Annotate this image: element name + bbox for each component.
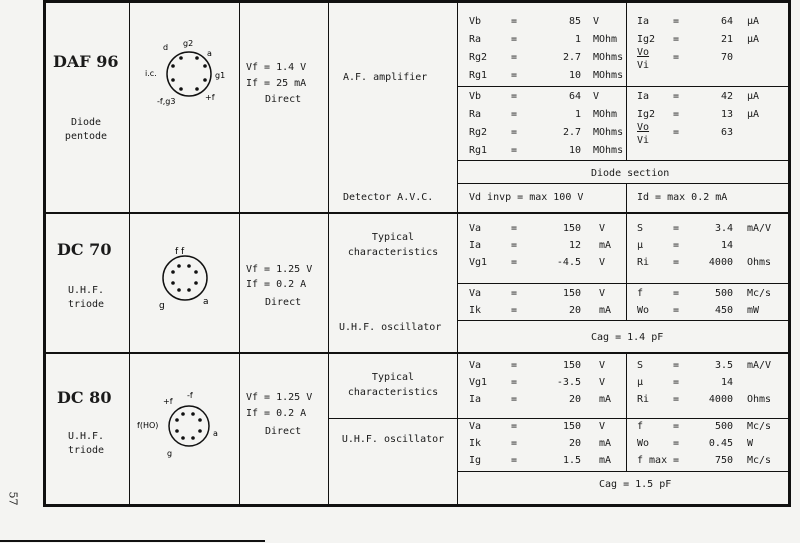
param-name: Va (469, 360, 482, 371)
equals-sign: = (673, 377, 680, 388)
pin-label: a (207, 49, 212, 58)
param-unit: µA (747, 16, 760, 27)
pin-label: +f (205, 93, 215, 102)
equals-sign: = (673, 91, 680, 102)
pin-diagram (143, 38, 233, 110)
param-value: 500 (714, 421, 733, 432)
param-value: 3.5 (714, 360, 733, 371)
pin-diagram (151, 242, 231, 314)
equals-sign: = (673, 240, 680, 251)
section-label: Detector A.V.C. (343, 192, 434, 203)
param-unit: MOhms (593, 145, 624, 156)
diode-param: Id = max 0.2 mA (637, 192, 728, 203)
param-name: Vg1 (469, 377, 488, 388)
param-name: f (637, 421, 644, 432)
divider (239, 0, 240, 507)
param-value: 70 (720, 52, 733, 63)
param-value: 4000 (708, 394, 733, 405)
param-value: 450 (714, 305, 733, 316)
pin-label: a (213, 429, 218, 438)
pin-label: i.c. (145, 69, 157, 78)
tube-base (163, 256, 207, 300)
subtitle-line: U.H.F. (67, 431, 105, 442)
section-heading: Diode section (591, 168, 670, 179)
param-name: Rg2 (469, 127, 488, 138)
param-value: 3.4 (714, 223, 733, 234)
subtitle-line: triode (67, 445, 105, 456)
heater-type: Direct (265, 94, 302, 105)
equals-sign: = (673, 52, 680, 63)
param-value: 150 (562, 421, 581, 432)
param-value: 0.45 (708, 438, 733, 449)
param-name: Vg1 (469, 257, 488, 268)
heater-type: Direct (265, 426, 302, 437)
param-value: 20 (568, 305, 581, 316)
equals-sign: = (673, 34, 680, 45)
divider (129, 0, 130, 507)
equals-sign: = (673, 109, 680, 120)
param-unit: V (599, 257, 606, 268)
param-name: Ig2 (637, 109, 656, 120)
param-value: 4000 (708, 257, 733, 268)
tube-subtitle (43, 284, 129, 312)
section-separator (457, 183, 791, 184)
equals-sign: = (511, 223, 518, 234)
param-unit: mA (599, 240, 612, 251)
subtitle-line: U.H.F. (67, 285, 105, 296)
section-label: Typical characteristics (347, 372, 439, 398)
equals-sign: = (511, 240, 518, 251)
param-value: 10 (568, 70, 581, 81)
param-name: Vo (637, 122, 650, 133)
param-unit: V (599, 421, 606, 432)
param-unit: mA (599, 305, 612, 316)
param-name: f (637, 288, 644, 299)
param-value: 14 (720, 377, 733, 388)
param-name: Ia (637, 91, 650, 102)
param-value: 12 (568, 240, 581, 251)
diode-param: Vd invp = max 100 V (469, 192, 584, 203)
pins (175, 412, 202, 440)
equals-sign: = (673, 360, 680, 371)
param-unit: W (747, 438, 754, 449)
param-name: Ia (469, 394, 482, 405)
param-name: Rg1 (469, 70, 488, 81)
section-separator (457, 86, 791, 87)
heater-type: Direct (265, 297, 302, 308)
param-name: Vb (469, 91, 482, 102)
param-unit: Mc/s (747, 421, 772, 432)
param-name: S (637, 223, 644, 234)
param-unit: V (593, 91, 600, 102)
equals-sign: = (673, 257, 680, 268)
equals-sign: = (511, 377, 518, 388)
param-name: Ig2 (637, 34, 656, 45)
divider (626, 184, 627, 320)
section-separator (457, 320, 791, 321)
param-unit: mW (747, 305, 760, 316)
param-value: 500 (714, 288, 733, 299)
param-name: Vb (469, 16, 482, 27)
row-separator (43, 352, 791, 354)
param-value: 2.7 (562, 52, 581, 63)
param-value: 13 (720, 109, 733, 120)
tube-base (167, 52, 211, 96)
param-unit: Ohms (747, 257, 772, 268)
section-separator (328, 418, 791, 419)
param-name: S (637, 360, 644, 371)
param-value: 64 (720, 16, 733, 27)
equals-sign: = (511, 305, 518, 316)
heater-voltage: Vf = 1.4 V (246, 62, 307, 73)
heater-current: If = 0.2 A (246, 279, 307, 290)
heater-voltage: Vf = 1.25 V (246, 264, 313, 275)
param-name: Rg1 (469, 145, 488, 156)
param-value: 85 (568, 16, 581, 27)
param-value: -3.5 (556, 377, 581, 388)
tube-subtitle (43, 116, 129, 144)
param-unit: Mc/s (747, 288, 772, 299)
param-name: Va (469, 223, 482, 234)
equals-sign: = (511, 288, 518, 299)
section-separator (457, 471, 791, 472)
param-unit: MOhms (593, 127, 624, 138)
param-name: Ig (469, 455, 482, 466)
equals-sign: = (673, 438, 680, 449)
param-name: Ra (469, 109, 482, 120)
equals-sign: = (673, 288, 680, 299)
param-name: Wo (637, 305, 650, 316)
tube-subtitle (43, 430, 129, 458)
pin-label: g (167, 449, 173, 458)
subtitle-line: Diode (70, 117, 102, 128)
param-name: Rg2 (469, 52, 488, 63)
param-value: 150 (562, 360, 581, 371)
param-value: 21 (720, 34, 733, 45)
pin-label: f f (175, 247, 185, 257)
equals-sign: = (511, 16, 518, 27)
pin-label: -f,g3 (157, 97, 176, 106)
pin-label: f(HO) (137, 421, 159, 430)
equals-sign: = (673, 16, 680, 27)
equals-sign: = (511, 421, 518, 432)
pins (171, 264, 198, 292)
pin-label: g2 (183, 39, 194, 48)
param-name: Ia (637, 16, 650, 27)
pin-label: a (203, 297, 209, 307)
equals-sign: = (511, 127, 518, 138)
param-name: Vo (637, 47, 650, 58)
equals-sign: = (511, 91, 518, 102)
heater-voltage: Vf = 1.25 V (246, 392, 313, 403)
footer-rule (0, 540, 265, 542)
capacitance-note: Cag = 1.4 pF (591, 332, 664, 343)
equals-sign: = (511, 455, 518, 466)
param-unit: mA (599, 394, 612, 405)
param-name: Ri (637, 257, 650, 268)
param-name: Va (469, 288, 482, 299)
param-name: Va (469, 421, 482, 432)
tube-name: DC 80 (57, 388, 112, 407)
param-value: 10 (568, 145, 581, 156)
equals-sign: = (673, 394, 680, 405)
pin-label: -f (187, 391, 193, 400)
param-unit: MOhm (593, 34, 618, 45)
param-name: Vi (637, 60, 650, 71)
section-label: U.H.F. oscillator (341, 434, 445, 445)
param-value: 1 (574, 34, 581, 45)
section-separator (457, 283, 791, 284)
param-value: 1 (574, 109, 581, 120)
param-value: 1.5 (562, 455, 581, 466)
param-unit: µA (747, 91, 760, 102)
param-unit: V (599, 223, 606, 234)
tube-base (169, 406, 209, 446)
tube-name: DC 70 (57, 240, 112, 259)
equals-sign: = (673, 455, 680, 466)
param-unit: V (599, 360, 606, 371)
tube-data-table (43, 0, 795, 508)
param-name: µ (637, 240, 644, 251)
capacitance-note: Cag = 1.5 pF (599, 479, 672, 490)
equals-sign: = (673, 127, 680, 138)
subtitle-line: triode (67, 299, 105, 310)
param-value: 63 (720, 127, 733, 138)
param-value: 42 (720, 91, 733, 102)
pin-label: g (159, 301, 165, 311)
param-unit: mA/V (747, 223, 772, 234)
equals-sign: = (511, 438, 518, 449)
equals-sign: = (673, 421, 680, 432)
param-unit: MOhms (593, 52, 624, 63)
param-value: 2.7 (562, 127, 581, 138)
equals-sign: = (511, 394, 518, 405)
param-value: 750 (714, 455, 733, 466)
divider (457, 0, 458, 507)
param-value: 64 (568, 91, 581, 102)
equals-sign: = (511, 52, 518, 63)
param-value: 150 (562, 288, 581, 299)
param-name: Ik (469, 305, 482, 316)
param-value: 20 (568, 394, 581, 405)
equals-sign: = (511, 360, 518, 371)
heater-current: If = 25 mA (246, 78, 307, 89)
equals-sign: = (673, 305, 680, 316)
param-name: f max (637, 455, 668, 466)
param-unit: µA (747, 109, 760, 120)
equals-sign: = (511, 257, 518, 268)
section-label: A.F. amplifier (343, 72, 428, 83)
param-unit: µA (747, 34, 760, 45)
param-value: 20 (568, 438, 581, 449)
param-unit: MOhms (593, 70, 624, 81)
param-value: 14 (720, 240, 733, 251)
pin-label: g1 (215, 71, 226, 80)
param-unit: mA/V (747, 360, 772, 371)
pin-diagram (137, 386, 233, 462)
heater-current: If = 0.2 A (246, 408, 307, 419)
subtitle-line: pentode (64, 131, 108, 142)
param-unit: Ohms (747, 394, 772, 405)
divider (626, 0, 627, 160)
section-label: Typical characteristics (347, 232, 439, 258)
param-name: Ia (469, 240, 482, 251)
section-label: U.H.F. oscillator (339, 322, 442, 333)
param-unit: V (599, 288, 606, 299)
param-name: Ri (637, 394, 650, 405)
param-name: Ik (469, 438, 482, 449)
tube-name: DAF 96 (53, 52, 119, 71)
equals-sign: = (511, 145, 518, 156)
param-name: Ra (469, 34, 482, 45)
equals-sign: = (511, 109, 518, 120)
section-separator (457, 160, 791, 161)
param-unit: mA (599, 455, 612, 466)
equals-sign: = (673, 223, 680, 234)
param-value: -4.5 (556, 257, 581, 268)
param-name: Wo (637, 438, 650, 449)
param-name: µ (637, 377, 644, 388)
param-unit: mA (599, 438, 612, 449)
param-name: Vi (637, 135, 650, 146)
param-unit: V (599, 377, 606, 388)
param-unit: MOhm (593, 109, 618, 120)
divider (328, 0, 329, 507)
divider (626, 354, 627, 471)
page-number: 57 (6, 491, 20, 506)
param-value: 150 (562, 223, 581, 234)
param-unit: Mc/s (747, 455, 772, 466)
equals-sign: = (511, 34, 518, 45)
pin-label: +f (163, 397, 173, 406)
equals-sign: = (511, 70, 518, 81)
pins (171, 56, 207, 91)
param-unit: V (593, 16, 600, 27)
row-separator (43, 212, 791, 214)
pin-label: d (163, 43, 169, 52)
